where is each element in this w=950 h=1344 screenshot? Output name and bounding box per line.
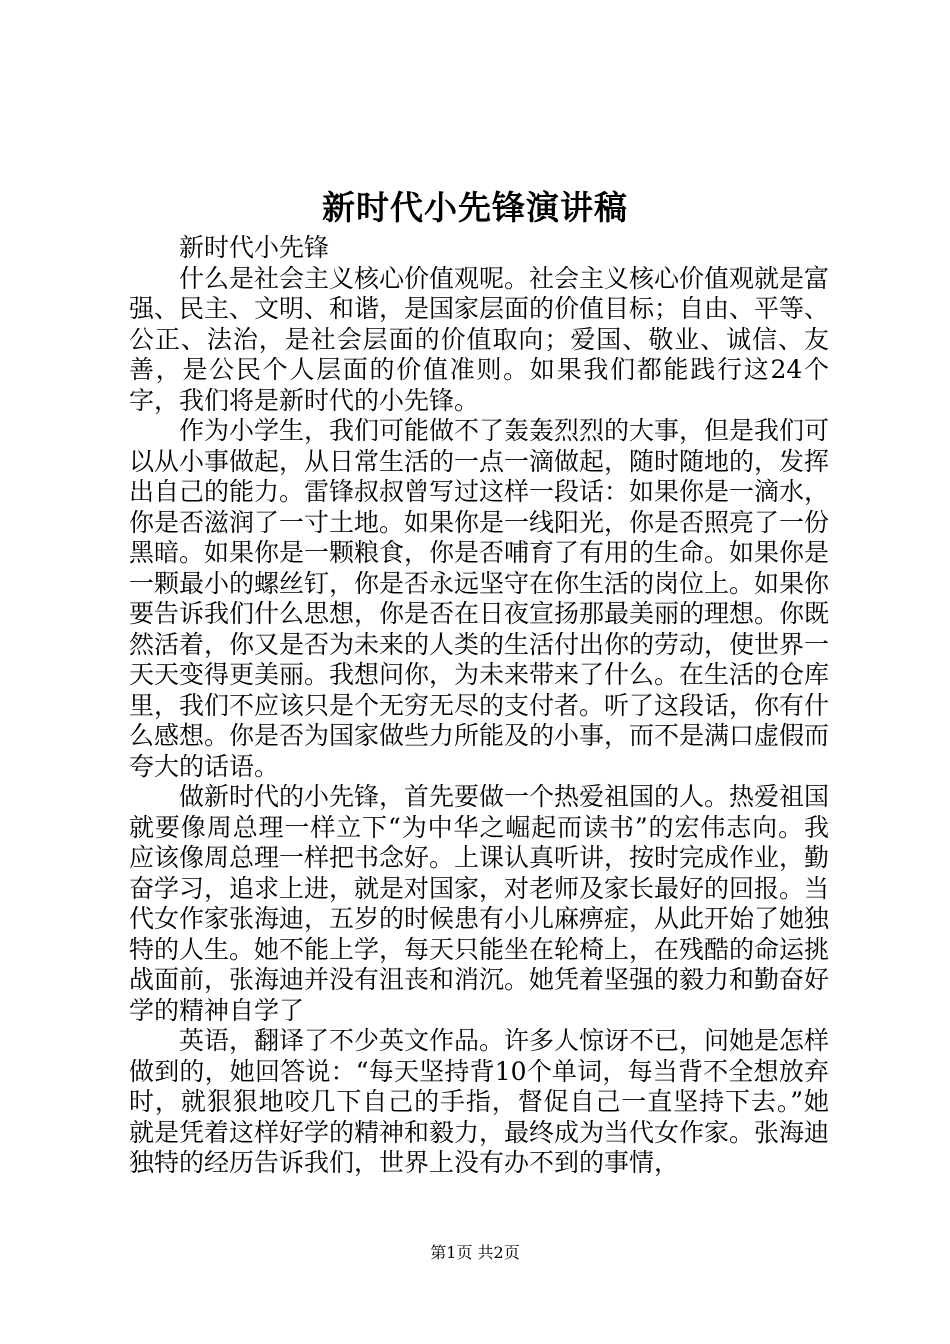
page-footer: 第1页 共2页 xyxy=(430,1243,520,1262)
paragraph: 什么是社会主义核心价值观呢。社会主义核心价值观就是富强、民主、文明、和谐，是国家层面的价值目标；自由、平等、公正、法治，是社会层面的价值取向；爱国、敬业、诚信、友善，是公民个人层面的价值准则。如果我们都能践行这24个字，我们将是新时代的小先锋。 xyxy=(129,263,830,415)
document-body xyxy=(129,233,829,1179)
paragraph: 英语，翻译了不少英文作品。许多人惊讶不已，问她是怎样做到的，她回答说：“每天坚持背10个单词，每当背不全想放弃时，就狠狠地咬几下自己的手指，督促自己一直坚持下去。”她就是凭着这样好学的精神和毅力，最终成为当代女作家。张海迪独特的经历告诉我们，世界上没有办不到的事情， xyxy=(129,1026,830,1177)
document-title: 新时代小先锋演讲稿 xyxy=(322,188,628,227)
paragraph: 作为小学生，我们可能做不了轰轰烈烈的大事，但是我们可以从小事做起，从日常生活的一点一滴做起，随时随地的，发挥出自己的能力。雷锋叔叔曾写过这样一段话：如果你是一滴水，你是否滋润了一寸土地。如果你是一线阳光，你是否照亮了一份黑暗。如果你是一颗粮食，你是否哺育了有用的生命。如果你是一颗最小的螺丝钉，你是否永远坚守在你生活的岗位上。如果你要告诉我们什么思想，你是否在日夜宣扬那最美丽的理想。你既然活着，你又是否为未来的人类的生活付出你的劳动，使世界一天天变得更美丽。我想问你，为未来带来了什么。在生活的仓库里，我们不应该只是个无穷无尽的支付者。听了这段话，你有什么感想。你是否为国家做些力所能及的小事，而不是满口虚假而夸大的话语。 xyxy=(129,416,830,781)
paragraph-subtitle: 新时代小先锋 xyxy=(179,233,330,262)
paragraph: 做新时代的小先锋，首先要做一个热爱祖国的人。热爱祖国就要像周总理一样立下“为中华之崛起而读书”的宏伟志向。我应该像周总理一样把书念好。上课认真听讲，按时完成作业，勤奋学习，追求上进，就是对国家，对老师及家长最好的回报。当代女作家张海迪，五岁的时候患有小儿麻痹症，从此开始了她独特的人生。她不能上学，每天只能坐在轮椅上，在残酷的命运挑战面前，张海迪并没有沮丧和消沉。她凭着坚强的毅力和勤奋好学的精神自学了 xyxy=(129,782,830,1025)
